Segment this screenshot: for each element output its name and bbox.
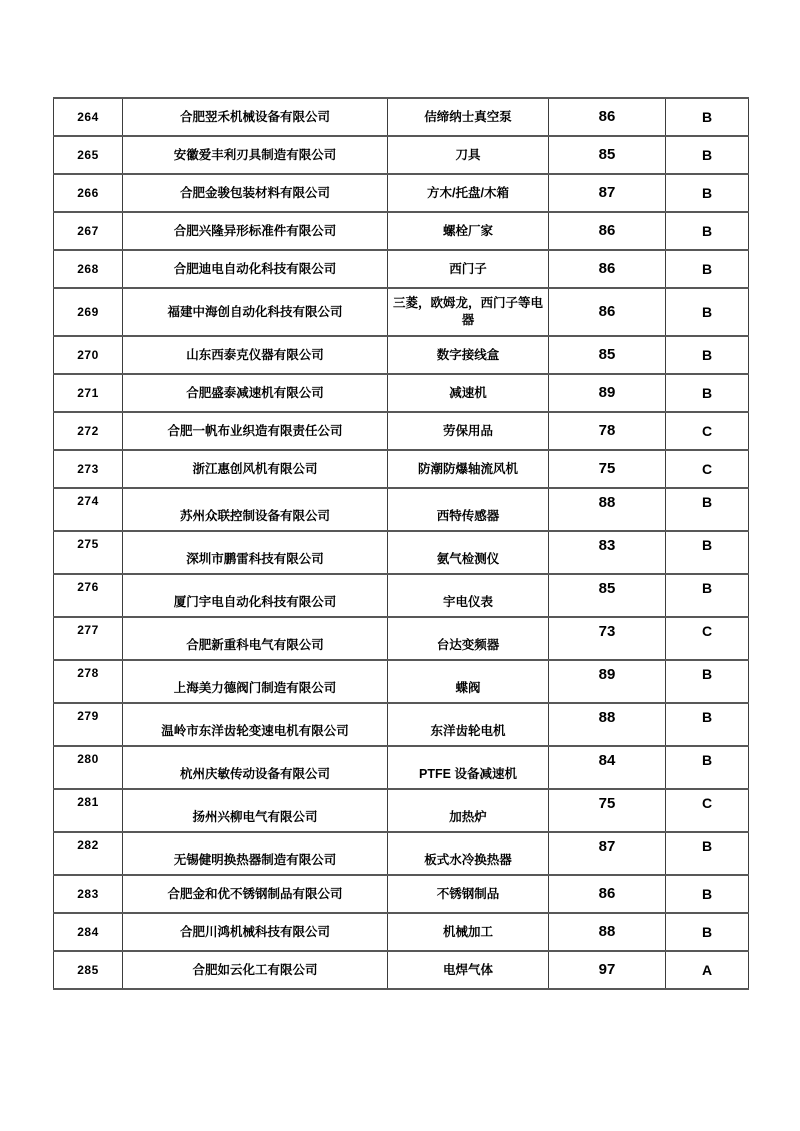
grade-cell: B <box>666 336 749 374</box>
company-name-cell: 山东西泰克仪器有限公司 <box>123 336 388 374</box>
table-row <box>54 288 749 336</box>
supplier-table-body <box>54 98 749 989</box>
row-number-cell: 278 <box>54 660 123 703</box>
company-name-cell: 扬州兴柳电气有限公司 <box>123 789 388 832</box>
company-name-cell: 杭州庆敏传动设备有限公司 <box>123 746 388 789</box>
score-cell: 86 <box>549 288 666 336</box>
table-row <box>54 574 749 617</box>
score-cell: 85 <box>549 336 666 374</box>
company-name-cell: 浙江惠创风机有限公司 <box>123 450 388 488</box>
row-number-cell: 268 <box>54 250 123 288</box>
company-name-cell: 合肥翌禾机械设备有限公司 <box>123 98 388 136</box>
company-name-cell: 苏州众联控制设备有限公司 <box>123 488 388 531</box>
company-name-cell: 上海美力德阀门制造有限公司 <box>123 660 388 703</box>
row-number-cell: 272 <box>54 412 123 450</box>
grade-cell: B <box>666 488 749 531</box>
grade-cell: B <box>666 136 749 174</box>
row-number-cell: 280 <box>54 746 123 789</box>
row-number-cell: 285 <box>54 951 123 989</box>
row-number-cell: 279 <box>54 703 123 746</box>
table-row <box>54 789 749 832</box>
company-name-cell: 福建中海创自动化科技有限公司 <box>123 288 388 336</box>
product-name-cell: 电焊气体 <box>388 951 549 989</box>
grade-cell: C <box>666 617 749 660</box>
row-number-cell: 273 <box>54 450 123 488</box>
score-cell: 88 <box>549 703 666 746</box>
score-cell: 89 <box>549 660 666 703</box>
score-cell: 89 <box>549 374 666 412</box>
row-number-cell: 275 <box>54 531 123 574</box>
product-name-cell: PTFE 设备减速机 <box>388 746 549 789</box>
table-row <box>54 488 749 531</box>
grade-cell: B <box>666 374 749 412</box>
table-row <box>54 212 749 250</box>
product-name-cell: 板式水冷换热器 <box>388 832 549 875</box>
row-number-cell: 271 <box>54 374 123 412</box>
row-number-cell: 269 <box>54 288 123 336</box>
grade-cell: B <box>666 531 749 574</box>
company-name-cell: 合肥川鸿机械科技有限公司 <box>123 913 388 951</box>
product-name-cell: 东洋齿轮电机 <box>388 703 549 746</box>
grade-cell: B <box>666 250 749 288</box>
grade-cell: A <box>666 951 749 989</box>
product-name-cell: 劳保用品 <box>388 412 549 450</box>
table-row <box>54 98 749 136</box>
score-cell: 86 <box>549 250 666 288</box>
row-number-cell: 282 <box>54 832 123 875</box>
row-number-cell: 284 <box>54 913 123 951</box>
company-name-cell: 温岭市东洋齿轮变速电机有限公司 <box>123 703 388 746</box>
score-cell: 87 <box>549 832 666 875</box>
table-row <box>54 136 749 174</box>
score-cell: 97 <box>549 951 666 989</box>
company-name-cell: 合肥如云化工有限公司 <box>123 951 388 989</box>
score-cell: 87 <box>549 174 666 212</box>
company-name-cell: 合肥金和优不锈钢制品有限公司 <box>123 875 388 913</box>
score-cell: 84 <box>549 746 666 789</box>
score-cell: 86 <box>549 875 666 913</box>
table-row <box>54 832 749 875</box>
score-cell: 86 <box>549 98 666 136</box>
grade-cell: B <box>666 574 749 617</box>
table-row <box>54 531 749 574</box>
score-cell: 83 <box>549 531 666 574</box>
score-cell: 73 <box>549 617 666 660</box>
score-cell: 75 <box>549 789 666 832</box>
grade-cell: B <box>666 98 749 136</box>
grade-cell: C <box>666 789 749 832</box>
product-name-cell: 台达变频器 <box>388 617 549 660</box>
product-name-cell: 减速机 <box>388 374 549 412</box>
score-cell: 85 <box>549 574 666 617</box>
row-number-cell: 281 <box>54 789 123 832</box>
grade-cell: B <box>666 288 749 336</box>
table-row <box>54 250 749 288</box>
grade-cell: C <box>666 450 749 488</box>
company-name-cell: 合肥盛泰减速机有限公司 <box>123 374 388 412</box>
row-number-cell: 277 <box>54 617 123 660</box>
row-number-cell: 270 <box>54 336 123 374</box>
product-name-cell: 不锈钢制品 <box>388 875 549 913</box>
table-row <box>54 174 749 212</box>
grade-cell: C <box>666 412 749 450</box>
supplier-evaluation-table <box>53 97 749 990</box>
table-row <box>54 913 749 951</box>
company-name-cell: 深圳市鹏雷科技有限公司 <box>123 531 388 574</box>
product-name-cell: 方木/托盘/木箱 <box>388 174 549 212</box>
score-cell: 85 <box>549 136 666 174</box>
row-number-cell: 283 <box>54 875 123 913</box>
product-name-cell: 加热炉 <box>388 789 549 832</box>
row-number-cell: 267 <box>54 212 123 250</box>
product-name-cell: 螺栓厂家 <box>388 212 549 250</box>
grade-cell: B <box>666 703 749 746</box>
grade-cell: B <box>666 832 749 875</box>
company-name-cell: 安徽爱丰利刃具制造有限公司 <box>123 136 388 174</box>
company-name-cell: 合肥一帆布业织造有限责任公司 <box>123 412 388 450</box>
product-name-cell: 机械加工 <box>388 913 549 951</box>
company-name-cell: 合肥金骏包装材料有限公司 <box>123 174 388 212</box>
company-name-cell: 厦门宇电自动化科技有限公司 <box>123 574 388 617</box>
company-name-cell: 合肥迪电自动化科技有限公司 <box>123 250 388 288</box>
product-name-cell: 蝶阀 <box>388 660 549 703</box>
table-row <box>54 374 749 412</box>
grade-cell: B <box>666 913 749 951</box>
product-name-cell: 西特传感器 <box>388 488 549 531</box>
row-number-cell: 265 <box>54 136 123 174</box>
grade-cell: B <box>666 660 749 703</box>
score-cell: 86 <box>549 212 666 250</box>
company-name-cell: 合肥兴隆异形标准件有限公司 <box>123 212 388 250</box>
score-cell: 75 <box>549 450 666 488</box>
table-row <box>54 951 749 989</box>
grade-cell: B <box>666 875 749 913</box>
table-row <box>54 412 749 450</box>
score-cell: 88 <box>549 913 666 951</box>
product-name-cell: 刀具 <box>388 136 549 174</box>
grade-cell: B <box>666 212 749 250</box>
table-row <box>54 336 749 374</box>
row-number-cell: 264 <box>54 98 123 136</box>
product-name-cell: 佶缔纳士真空泵 <box>388 98 549 136</box>
company-name-cell: 合肥新重科电气有限公司 <box>123 617 388 660</box>
table-row <box>54 660 749 703</box>
product-name-cell: 防潮防爆轴流风机 <box>388 450 549 488</box>
product-name-cell: 数字接线盒 <box>388 336 549 374</box>
product-name-cell: 氨气检测仪 <box>388 531 549 574</box>
table-row <box>54 703 749 746</box>
row-number-cell: 274 <box>54 488 123 531</box>
product-name-cell: 西门子 <box>388 250 549 288</box>
table-row <box>54 875 749 913</box>
row-number-cell: 276 <box>54 574 123 617</box>
company-name-cell: 无锡健明换热器制造有限公司 <box>123 832 388 875</box>
table-row <box>54 617 749 660</box>
table-row <box>54 450 749 488</box>
product-name-cell: 宇电仪表 <box>388 574 549 617</box>
table-row <box>54 746 749 789</box>
score-cell: 88 <box>549 488 666 531</box>
grade-cell: B <box>666 174 749 212</box>
grade-cell: B <box>666 746 749 789</box>
score-cell: 78 <box>549 412 666 450</box>
product-name-cell: 三菱，欧姆龙，西门子等电器 <box>388 288 549 336</box>
row-number-cell: 266 <box>54 174 123 212</box>
